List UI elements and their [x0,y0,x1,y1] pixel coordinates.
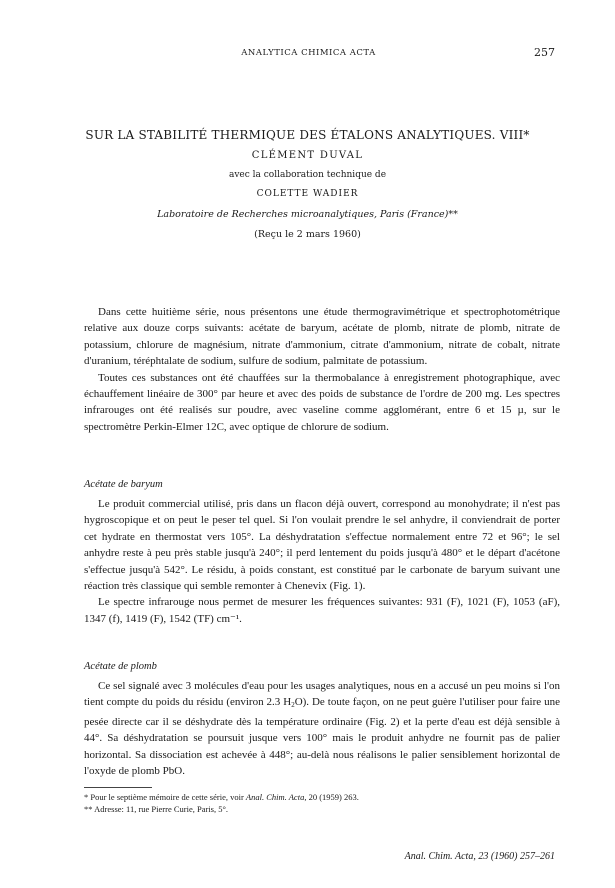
lead-text-part-2: O). De toute façon, on ne peut guère l'utiliser pour faire une pesée directe car il se déshydrate dès la température ordinaire (Fig. 2) et la perte d'eau est déjà sensible à 44°. Sa déshydratation se poursuit jusque vers 100° mais le produit anhydre ne fournit pas de palier horizontal. Sa dissociation est achevée à 448°; au-delà nous réalisons le palier sensiblement horizontal de l'oxyde de plomb PbO. [84,696,560,778]
article-title: SUR LA STABILITÉ THERMIQUE DES ÉTALONS ANALYTIQUES. VIII* [85,128,530,142]
author-name: CLÉMENT DUVAL [251,150,364,161]
page-number: 257 [534,46,555,59]
footnote-2: ** Adresse: 11, rue Pierre Curie, Paris, 5°. [84,804,229,814]
intro-paragraph-2: Toutes ces substances ont été chauffées sur la thermobalance à enregistrement photographique, avec échauffement linéaire de 300° par heure et avec des poids de substance de l'ordre de 200 mg. Les spectres infrarouges ont été realisés sur poudre, avec vaseline comme agglomérant, entre 6 et 15 µ, sur le spectromètre Perkin-Elmer 12C, avec optique de chlorure de sodium. [84,371,560,433]
coauthor-name: COLETTE WADIER [256,189,359,199]
received-date: (Reçu le 2 mars 1960) [254,229,361,240]
footnote-1-text: * Pour le septième mémoire de cette série, voir [84,792,246,802]
journal-citation: Anal. Chim. Acta, 23 (1960) 257–261 [404,851,555,862]
intro-paragraph-1: Dans cette huitième série, nous présentons une étude thermogravimétrique et spectrophotométrique relative aux douze corps suivants: acétate de baryum, acétate de plomb, nitrate de plomb, nitrate de potassium, chlorure de magnésium, nitrate d'ammonium, citrate d'ammonium, nitrate de cobalt, nitrate d'uranium, téréphtalate de sodium, sulfure de sodium, palmitate de potassium. [84,306,560,368]
barium-paragraph-1: Le produit commercial utilisé, pris dans un flacon déjà ouvert, correspond au monohydrate; il n'est pas hygroscopique et on peut le peser tel quel. Si l'on voulait prendre le sel anhydre, il conviendrait de porter cet hydrate en thermostat vers 105°. La déshydratation s'effectue normalement entre 72 et 96°; le sel anhydre reste à peu près stable jusqu'à 240°; il perd lentement du poids jusqu'à 480° et le départ d'acétone s'effectue jusqu'à 542°. Le résidu, à poids constant, est constitué par le carbonate de baryum suivant une réaction très classique qui semble remonter à Chenevix (Fig. 1). [84,498,560,593]
section-lead-acetate-text [84,678,560,779]
section-heading-barium-acetate: Acétate de baryum [84,479,163,490]
footnote-1 [84,791,560,803]
affiliation: Laboratoire de Recherches microanalytiques, Paris (France)** [157,209,458,220]
footnote-rule [84,787,152,788]
water-subscript: 2 [291,701,295,710]
lead-text-part-1: Ce sel signalé avec 3 molécules d'eau pour les usages analytiques, nous en a accusé un peu moins si l'on tient compte du poids du résidu (environ 2.3 H [84,680,560,709]
running-head [62,46,555,62]
journal-name: ANALYTICA CHIMICA ACTA [241,48,376,58]
barium-paragraph-2: Le spectre infrarouge nous permet de mesurer les fréquences suivantes: 931 (F), 1021 (F), 1053 (aF), 1347 (f), 1419 (F), 1542 (TF) cm⁻¹. [84,596,560,625]
section-barium-acetate-text [84,496,560,627]
intro-text [84,304,560,435]
footnotes [84,791,560,815]
footnote-1-journal: Anal. Chim. Acta [245,792,305,802]
collaboration-note: avec la collaboration technique de [228,170,387,180]
section-heading-lead-acetate: Acétate de plomb [84,661,157,672]
footnote-1-ref: , 20 (1959) 263. [304,792,359,802]
lead-paragraph-1 [84,678,560,779]
